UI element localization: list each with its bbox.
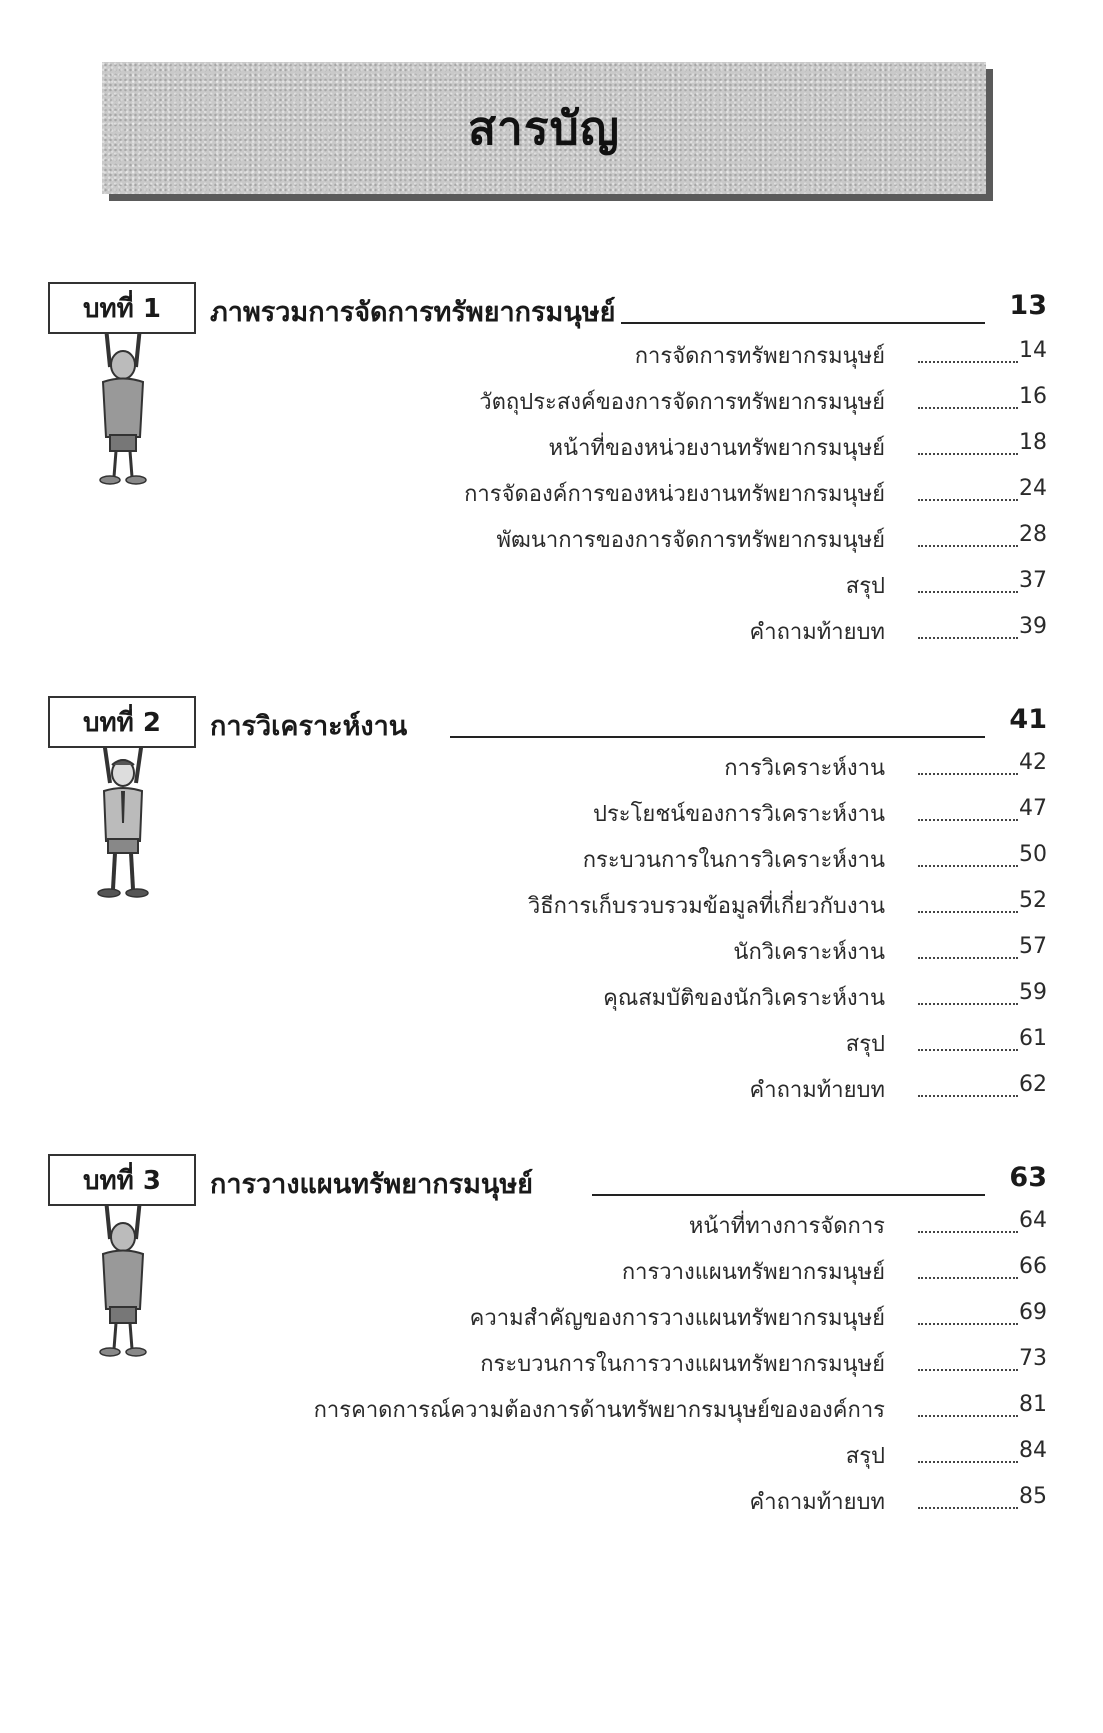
entry-page-number: 64	[1019, 1208, 1047, 1233]
dot-leader	[918, 1003, 1018, 1005]
chapter-title[interactable]: การวางแผนทรัพยากรมนุษย์	[210, 1162, 539, 1205]
entry-label: พัฒนาการของการจัดการทรัพยากรมนุษย์	[496, 528, 885, 553]
title-banner	[102, 62, 986, 194]
toc-entry[interactable]	[0, 930, 1103, 970]
chapter-title[interactable]: ภาพรวมการจัดการทรัพยากรมนุษย์	[210, 290, 621, 333]
toc-entry[interactable]	[0, 1250, 1103, 1290]
chapter-rule	[592, 1194, 985, 1196]
entry-label: กระบวนการในการวิเคราะห์งาน	[582, 848, 885, 873]
toc-entry[interactable]	[0, 792, 1103, 832]
dot-leader	[918, 499, 1018, 501]
entry-page-number: 57	[1019, 934, 1047, 959]
toc-entry[interactable]	[0, 426, 1103, 466]
entry-page-number: 62	[1019, 1072, 1047, 1097]
dot-leader	[918, 1231, 1018, 1233]
entry-page-number: 28	[1019, 522, 1047, 547]
dot-leader	[918, 957, 1018, 959]
entry-page-number: 24	[1019, 476, 1047, 501]
entry-page-number: 73	[1019, 1346, 1047, 1371]
toc-entry[interactable]	[0, 1434, 1103, 1474]
dot-leader	[918, 1323, 1018, 1325]
entry-page-number: 69	[1019, 1300, 1047, 1325]
chapter-label: บทที่ 3	[83, 1165, 161, 1196]
entry-label: การวางแผนทรัพยากรมนุษย์	[621, 1260, 885, 1285]
dot-leader	[918, 911, 1018, 913]
dot-leader	[918, 407, 1018, 409]
entry-page-number: 42	[1019, 750, 1047, 775]
dot-leader	[918, 637, 1018, 639]
dot-leader	[918, 1369, 1018, 1371]
entry-label: ความสำคัญของการวางแผนทรัพยากรมนุษย์	[469, 1306, 885, 1331]
entry-label: นักวิเคราะห์งาน	[733, 940, 885, 965]
chapter-label-box	[48, 696, 196, 748]
toc-entry[interactable]	[0, 472, 1103, 512]
dot-leader	[918, 1415, 1018, 1417]
entry-label: คำถามท้ายบท	[749, 1490, 885, 1515]
dot-leader	[918, 361, 1018, 363]
dot-leader	[918, 1461, 1018, 1463]
entry-page-number: 52	[1019, 888, 1047, 913]
toc-entry[interactable]	[0, 564, 1103, 604]
entry-page-number: 39	[1019, 614, 1047, 639]
chapter-label-box	[48, 1154, 196, 1206]
entry-label: การวิเคราะห์งาน	[724, 756, 885, 781]
entry-label: คุณสมบัติของนักวิเคราะห์งาน	[603, 986, 885, 1011]
chapter-rule	[450, 736, 985, 738]
toc-entry[interactable]	[0, 380, 1103, 420]
entry-label: วิธีการเก็บรวบรวมข้อมูลที่เกี่ยวกับงาน	[527, 894, 885, 919]
entry-label: กระบวนการในการวางแผนทรัพยากรมนุษย์	[480, 1352, 885, 1377]
toc-entry[interactable]	[0, 838, 1103, 878]
entry-page-number: 59	[1019, 980, 1047, 1005]
chapter-label-box	[48, 282, 196, 334]
entry-page-number: 81	[1019, 1392, 1047, 1417]
dot-leader	[918, 1049, 1018, 1051]
entry-page-number: 18	[1019, 430, 1047, 455]
entry-label: หน้าที่ทางการจัดการ	[688, 1214, 885, 1239]
entry-label: การจัดองค์การของหน่วยงานทรัพยากรมนุษย์	[464, 482, 885, 507]
chapter-label: บทที่ 1	[83, 293, 161, 324]
entry-page-number: 66	[1019, 1254, 1047, 1279]
toc-entry[interactable]	[0, 610, 1103, 650]
dot-leader	[918, 1507, 1018, 1509]
toc-entry[interactable]	[0, 1388, 1103, 1428]
entry-label: สรุป	[845, 574, 885, 599]
entry-label: การจัดการทรัพยากรมนุษย์	[634, 344, 885, 369]
entry-label: หน้าที่ของหน่วยงานทรัพยากรมนุษย์	[548, 436, 885, 461]
toc-entry[interactable]	[0, 1022, 1103, 1062]
dot-leader	[918, 1095, 1018, 1097]
entry-label: การคาดการณ์ความต้องการด้านทรัพยากรมนุษย์ขององค์การ	[313, 1398, 885, 1423]
entry-page-number: 85	[1019, 1484, 1047, 1509]
toc-entry[interactable]	[0, 1296, 1103, 1336]
entry-page-number: 14	[1019, 338, 1047, 363]
entry-page-number: 50	[1019, 842, 1047, 867]
chapter-page-number: 41	[1009, 704, 1047, 735]
toc-entry[interactable]	[0, 518, 1103, 558]
toc-entry[interactable]	[0, 1204, 1103, 1244]
entry-label: คำถามท้ายบท	[749, 1078, 885, 1103]
chapter-page-number: 13	[1009, 290, 1047, 321]
entry-page-number: 16	[1019, 384, 1047, 409]
dot-leader	[918, 865, 1018, 867]
entry-label: วัตถุประสงค์ของการจัดการทรัพยากรมนุษย์	[479, 390, 885, 415]
chapter-page-number: 63	[1009, 1162, 1047, 1193]
entry-label: คำถามท้ายบท	[749, 620, 885, 645]
toc-entry[interactable]	[0, 334, 1103, 374]
dot-leader	[918, 545, 1018, 547]
chapter-title[interactable]: การวิเคราะห์งาน	[210, 704, 413, 747]
entry-page-number: 47	[1019, 796, 1047, 821]
toc-entry[interactable]	[0, 746, 1103, 786]
toc-entry[interactable]	[0, 1342, 1103, 1382]
entry-page-number: 37	[1019, 568, 1047, 593]
entry-label: สรุป	[845, 1444, 885, 1469]
dot-leader	[918, 1277, 1018, 1279]
toc-entry[interactable]	[0, 976, 1103, 1016]
dot-leader	[918, 773, 1018, 775]
entry-label: สรุป	[845, 1032, 885, 1057]
entry-page-number: 84	[1019, 1438, 1047, 1463]
chapter-label: บทที่ 2	[83, 707, 161, 738]
entry-label: ประโยชน์ของการวิเคราะห์งาน	[593, 802, 885, 827]
page-title: สารบัญ	[467, 100, 620, 155]
toc-entry[interactable]	[0, 1068, 1103, 1108]
dot-leader	[918, 453, 1018, 455]
toc-entry[interactable]	[0, 884, 1103, 924]
toc-entry[interactable]	[0, 1480, 1103, 1520]
dot-leader	[918, 591, 1018, 593]
entry-page-number: 61	[1019, 1026, 1047, 1051]
dot-leader	[918, 819, 1018, 821]
